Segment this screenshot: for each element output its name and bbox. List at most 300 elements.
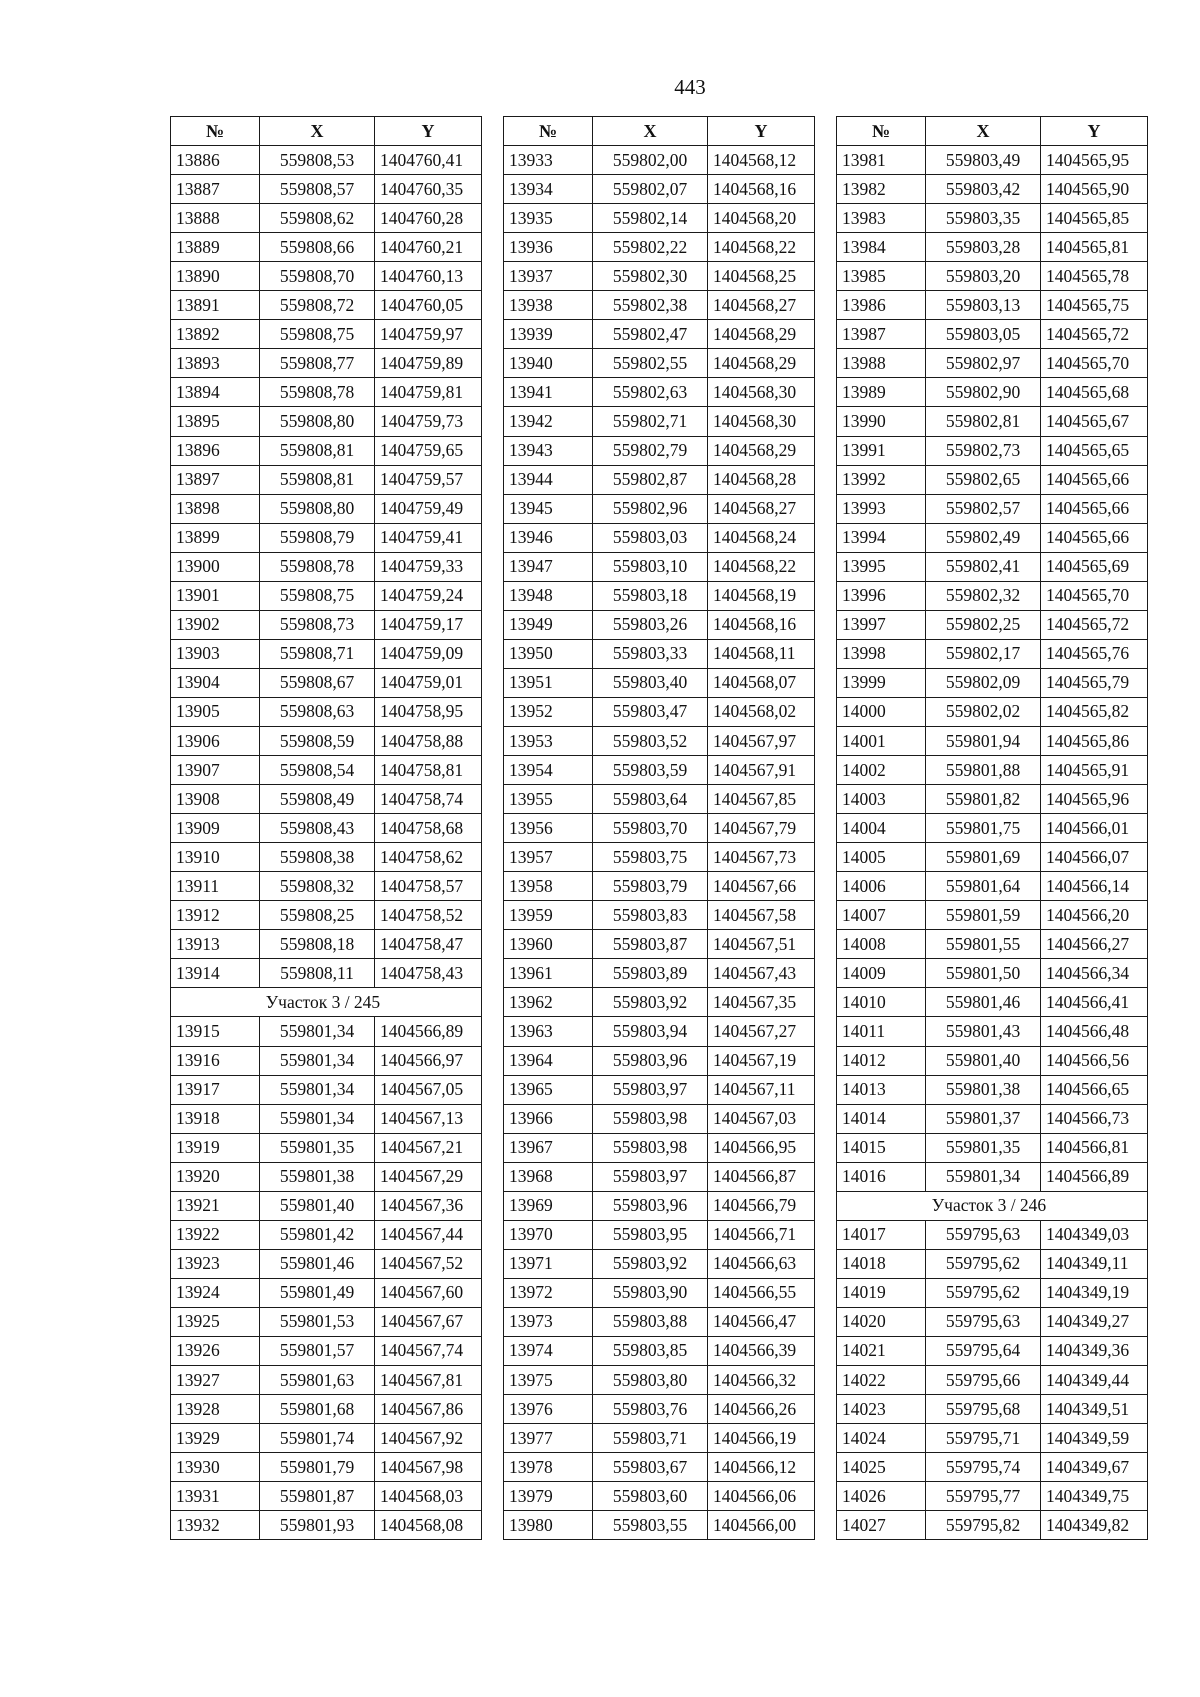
x-coordinate-cell: 559808,79 (260, 523, 375, 552)
y-coordinate-cell: 1404567,21 (375, 1133, 482, 1162)
table-row (171, 1278, 482, 1307)
y-coordinate-cell: 1404759,33 (375, 552, 482, 581)
x-coordinate-cell: 559801,46 (260, 1249, 375, 1278)
x-coordinate-cell: 559801,43 (926, 1017, 1041, 1046)
point-number-cell: 14006 (837, 872, 926, 901)
x-coordinate-cell: 559801,37 (926, 1104, 1041, 1133)
x-coordinate-cell: 559803,05 (926, 320, 1041, 349)
point-number-cell: 13959 (504, 901, 593, 930)
table-row (171, 1307, 482, 1336)
table-row (504, 523, 815, 552)
table-row (837, 378, 1148, 407)
x-coordinate-cell: 559801,74 (260, 1424, 375, 1453)
table-row (171, 523, 482, 552)
x-coordinate-cell: 559803,97 (593, 1075, 708, 1104)
point-number-cell: 14004 (837, 814, 926, 843)
table-row (837, 523, 1148, 552)
point-number-cell: 13964 (504, 1046, 593, 1075)
point-number-cell: 13952 (504, 697, 593, 726)
table-row (171, 872, 482, 901)
x-coordinate-cell: 559803,10 (593, 552, 708, 581)
y-coordinate-cell: 1404567,81 (375, 1366, 482, 1395)
point-number-cell: 13982 (837, 175, 926, 204)
table-row (837, 785, 1148, 814)
y-coordinate-cell: 1404566,63 (708, 1249, 815, 1278)
x-coordinate-cell: 559808,71 (260, 639, 375, 668)
point-number-cell: 13931 (171, 1482, 260, 1511)
point-number-cell: 13937 (504, 262, 593, 291)
table-row (837, 1133, 1148, 1162)
y-coordinate-cell: 1404566,19 (708, 1424, 815, 1453)
table-row (171, 349, 482, 378)
point-number-cell: 14020 (837, 1307, 926, 1336)
table-row (504, 1278, 815, 1307)
x-coordinate-cell: 559801,94 (926, 726, 1041, 755)
table-row (504, 901, 815, 930)
y-coordinate-cell: 1404566,34 (1041, 959, 1148, 988)
point-number-cell: 14019 (837, 1278, 926, 1307)
y-coordinate-cell: 1404760,05 (375, 291, 482, 320)
x-coordinate-cell: 559802,81 (926, 407, 1041, 436)
y-coordinate-cell: 1404566,73 (1041, 1104, 1148, 1133)
point-number-cell: 13960 (504, 930, 593, 959)
y-coordinate-cell: 1404568,27 (708, 494, 815, 523)
x-coordinate-cell: 559795,63 (926, 1220, 1041, 1249)
table-row (504, 668, 815, 697)
x-coordinate-cell: 559802,47 (593, 320, 708, 349)
header-x: X (593, 117, 708, 146)
x-coordinate-cell: 559803,28 (926, 233, 1041, 262)
point-number-cell: 13904 (171, 668, 260, 697)
table-row (837, 988, 1148, 1017)
header-y: Y (375, 117, 482, 146)
point-number-cell: 14001 (837, 726, 926, 755)
point-number-cell: 13994 (837, 523, 926, 552)
table-row (837, 726, 1148, 755)
table-row (837, 1278, 1148, 1307)
y-coordinate-cell: 1404566,00 (708, 1511, 815, 1540)
y-coordinate-cell: 1404567,03 (708, 1104, 815, 1133)
table-row (171, 1336, 482, 1365)
x-coordinate-cell: 559803,89 (593, 959, 708, 988)
y-coordinate-cell: 1404565,68 (1041, 378, 1148, 407)
table-row (171, 1424, 482, 1453)
page-number: 443 (674, 75, 706, 99)
y-coordinate-cell: 1404567,85 (708, 785, 815, 814)
table-row (171, 581, 482, 610)
y-coordinate-cell: 1404568,29 (708, 349, 815, 378)
x-coordinate-cell: 559802,97 (926, 349, 1041, 378)
x-coordinate-cell: 559808,67 (260, 668, 375, 697)
table-row (837, 1424, 1148, 1453)
point-number-cell: 13911 (171, 872, 260, 901)
x-coordinate-cell: 559803,49 (926, 146, 1041, 175)
table-row (171, 785, 482, 814)
point-number-cell: 14003 (837, 785, 926, 814)
point-number-cell: 14027 (837, 1511, 926, 1540)
point-number-cell: 13908 (171, 785, 260, 814)
x-coordinate-cell: 559801,75 (926, 814, 1041, 843)
point-number-cell: 13946 (504, 523, 593, 552)
table-row (171, 697, 482, 726)
table-row (171, 1046, 482, 1075)
point-number-cell: 13897 (171, 465, 260, 494)
y-coordinate-cell: 1404566,55 (708, 1278, 815, 1307)
table-row (837, 1104, 1148, 1133)
table-row (504, 349, 815, 378)
y-coordinate-cell: 1404566,01 (1041, 814, 1148, 843)
x-coordinate-cell: 559802,25 (926, 610, 1041, 639)
x-coordinate-cell: 559802,38 (593, 291, 708, 320)
point-number-cell: 13947 (504, 552, 593, 581)
table-row (504, 1017, 815, 1046)
x-coordinate-cell: 559803,96 (593, 1191, 708, 1220)
table-row (837, 349, 1148, 378)
table-row (837, 1249, 1148, 1278)
table-row (504, 1046, 815, 1075)
x-coordinate-cell: 559801,82 (926, 785, 1041, 814)
y-coordinate-cell: 1404567,91 (708, 756, 815, 785)
point-number-cell: 14013 (837, 1075, 926, 1104)
y-coordinate-cell: 1404349,67 (1041, 1453, 1148, 1482)
point-number-cell: 13906 (171, 726, 260, 755)
point-number-cell: 13951 (504, 668, 593, 697)
y-coordinate-cell: 1404565,75 (1041, 291, 1148, 320)
point-number-cell: 13972 (504, 1278, 593, 1307)
point-number-cell: 14015 (837, 1133, 926, 1162)
x-coordinate-cell: 559808,63 (260, 697, 375, 726)
x-coordinate-cell: 559795,68 (926, 1395, 1041, 1424)
table-row (837, 959, 1148, 988)
x-coordinate-cell: 559802,30 (593, 262, 708, 291)
table-row (504, 1366, 815, 1395)
point-number-cell: 14018 (837, 1249, 926, 1278)
y-coordinate-cell: 1404566,47 (708, 1307, 815, 1336)
header-x: X (926, 117, 1041, 146)
point-number-cell: 13957 (504, 843, 593, 872)
table-header-row (504, 117, 815, 146)
point-number-cell: 13930 (171, 1453, 260, 1482)
table-row (171, 320, 482, 349)
x-coordinate-cell: 559808,66 (260, 233, 375, 262)
table-row (504, 1104, 815, 1133)
x-coordinate-cell: 559802,41 (926, 552, 1041, 581)
point-number-cell: 13888 (171, 204, 260, 233)
y-coordinate-cell: 1404349,27 (1041, 1307, 1148, 1336)
point-number-cell: 13975 (504, 1366, 593, 1395)
point-number-cell: 14009 (837, 959, 926, 988)
y-coordinate-cell: 1404566,89 (1041, 1162, 1148, 1191)
point-number-cell: 14021 (837, 1336, 926, 1365)
table-row (504, 697, 815, 726)
x-coordinate-cell: 559801,64 (926, 872, 1041, 901)
x-coordinate-cell: 559808,18 (260, 930, 375, 959)
x-coordinate-cell: 559795,62 (926, 1249, 1041, 1278)
table-row (504, 814, 815, 843)
table-row (171, 407, 482, 436)
y-coordinate-cell: 1404759,97 (375, 320, 482, 349)
x-coordinate-cell: 559803,92 (593, 1249, 708, 1278)
point-number-cell: 13891 (171, 291, 260, 320)
point-number-cell: 13962 (504, 988, 593, 1017)
point-number-cell: 13987 (837, 320, 926, 349)
x-coordinate-cell: 559808,80 (260, 494, 375, 523)
x-coordinate-cell: 559802,71 (593, 407, 708, 436)
y-coordinate-cell: 1404758,88 (375, 726, 482, 755)
point-number-cell: 13890 (171, 262, 260, 291)
x-coordinate-cell: 559808,25 (260, 901, 375, 930)
x-coordinate-cell: 559801,34 (260, 1046, 375, 1075)
x-coordinate-cell: 559801,49 (260, 1278, 375, 1307)
point-number-cell: 14025 (837, 1453, 926, 1482)
point-number-cell: 13894 (171, 378, 260, 407)
table-row (504, 1511, 815, 1540)
table-row (171, 1249, 482, 1278)
y-coordinate-cell: 1404567,35 (708, 988, 815, 1017)
x-coordinate-cell: 559808,81 (260, 465, 375, 494)
y-coordinate-cell: 1404567,43 (708, 959, 815, 988)
point-number-cell: 13938 (504, 291, 593, 320)
x-coordinate-cell: 559802,00 (593, 146, 708, 175)
point-number-cell: 13971 (504, 1249, 593, 1278)
x-coordinate-cell: 559801,40 (260, 1191, 375, 1220)
x-coordinate-cell: 559808,70 (260, 262, 375, 291)
x-coordinate-cell: 559801,53 (260, 1307, 375, 1336)
table-row (171, 668, 482, 697)
point-number-cell: 13895 (171, 407, 260, 436)
y-coordinate-cell: 1404349,19 (1041, 1278, 1148, 1307)
y-coordinate-cell: 1404349,44 (1041, 1366, 1148, 1395)
y-coordinate-cell: 1404567,36 (375, 1191, 482, 1220)
coordinates-table-3 (836, 116, 1148, 1540)
table-row (837, 1366, 1148, 1395)
y-coordinate-cell: 1404568,12 (708, 146, 815, 175)
table-row (171, 494, 482, 523)
table-row (171, 1453, 482, 1482)
y-coordinate-cell: 1404567,79 (708, 814, 815, 843)
table-row (171, 378, 482, 407)
x-coordinate-cell: 559801,35 (260, 1133, 375, 1162)
x-coordinate-cell: 559802,65 (926, 465, 1041, 494)
table-row (504, 146, 815, 175)
y-coordinate-cell: 1404568,27 (708, 291, 815, 320)
x-coordinate-cell: 559801,79 (260, 1453, 375, 1482)
table-row (837, 1046, 1148, 1075)
point-number-cell: 13927 (171, 1366, 260, 1395)
y-coordinate-cell: 1404567,74 (375, 1336, 482, 1365)
x-coordinate-cell: 559795,64 (926, 1336, 1041, 1365)
table-row (837, 1307, 1148, 1336)
point-number-cell: 13916 (171, 1046, 260, 1075)
y-coordinate-cell: 1404565,66 (1041, 465, 1148, 494)
x-coordinate-cell: 559803,70 (593, 814, 708, 843)
y-coordinate-cell: 1404759,09 (375, 639, 482, 668)
table-row (171, 843, 482, 872)
point-number-cell: 13935 (504, 204, 593, 233)
y-coordinate-cell: 1404567,58 (708, 901, 815, 930)
x-coordinate-cell: 559801,38 (926, 1075, 1041, 1104)
x-coordinate-cell: 559801,68 (260, 1395, 375, 1424)
y-coordinate-cell: 1404567,19 (708, 1046, 815, 1075)
y-coordinate-cell: 1404565,66 (1041, 523, 1148, 552)
section-row (171, 988, 482, 1017)
table-row (171, 291, 482, 320)
point-number-cell: 13966 (504, 1104, 593, 1133)
y-coordinate-cell: 1404566,20 (1041, 901, 1148, 930)
x-coordinate-cell: 559801,59 (926, 901, 1041, 930)
x-coordinate-cell: 559801,34 (260, 1075, 375, 1104)
table-row (837, 204, 1148, 233)
x-coordinate-cell: 559801,88 (926, 756, 1041, 785)
y-coordinate-cell: 1404760,41 (375, 146, 482, 175)
point-number-cell: 13954 (504, 756, 593, 785)
y-coordinate-cell: 1404349,51 (1041, 1395, 1148, 1424)
point-number-cell: 13939 (504, 320, 593, 349)
x-coordinate-cell: 559803,96 (593, 1046, 708, 1075)
x-coordinate-cell: 559801,87 (260, 1482, 375, 1511)
table-row (504, 465, 815, 494)
y-coordinate-cell: 1404565,76 (1041, 639, 1148, 668)
table-row (171, 204, 482, 233)
x-coordinate-cell: 559801,57 (260, 1336, 375, 1365)
x-coordinate-cell: 559802,55 (593, 349, 708, 378)
point-number-cell: 14002 (837, 756, 926, 785)
x-coordinate-cell: 559802,22 (593, 233, 708, 262)
table-row (837, 1482, 1148, 1511)
y-coordinate-cell: 1404760,28 (375, 204, 482, 233)
y-coordinate-cell: 1404566,12 (708, 1453, 815, 1482)
table-row (504, 1191, 815, 1220)
point-number-cell: 14010 (837, 988, 926, 1017)
x-coordinate-cell: 559795,66 (926, 1366, 1041, 1395)
point-number-cell: 14000 (837, 697, 926, 726)
point-number-cell: 13934 (504, 175, 593, 204)
y-coordinate-cell: 1404566,89 (375, 1017, 482, 1046)
y-coordinate-cell: 1404758,68 (375, 814, 482, 843)
point-number-cell: 14011 (837, 1017, 926, 1046)
y-coordinate-cell: 1404566,14 (1041, 872, 1148, 901)
point-number-cell: 13977 (504, 1424, 593, 1453)
x-coordinate-cell: 559802,07 (593, 175, 708, 204)
x-coordinate-cell: 559802,90 (926, 378, 1041, 407)
x-coordinate-cell: 559803,79 (593, 872, 708, 901)
header-y: Y (708, 117, 815, 146)
x-coordinate-cell: 559808,80 (260, 407, 375, 436)
point-number-cell: 13920 (171, 1162, 260, 1191)
table-row (171, 436, 482, 465)
table-row (171, 814, 482, 843)
x-coordinate-cell: 559801,35 (926, 1133, 1041, 1162)
y-coordinate-cell: 1404565,72 (1041, 610, 1148, 639)
x-coordinate-cell: 559801,42 (260, 1220, 375, 1249)
y-coordinate-cell: 1404567,44 (375, 1220, 482, 1249)
table-row (171, 1482, 482, 1511)
point-number-cell: 13928 (171, 1395, 260, 1424)
coordinates-table-1 (170, 116, 482, 1540)
table-row (504, 581, 815, 610)
table-row (171, 639, 482, 668)
table-row (171, 930, 482, 959)
point-number-cell: 13950 (504, 639, 593, 668)
y-coordinate-cell: 1404568,22 (708, 233, 815, 262)
y-coordinate-cell: 1404566,79 (708, 1191, 815, 1220)
x-coordinate-cell: 559802,79 (593, 436, 708, 465)
y-coordinate-cell: 1404566,41 (1041, 988, 1148, 1017)
y-coordinate-cell: 1404349,59 (1041, 1424, 1148, 1453)
x-coordinate-cell: 559795,74 (926, 1453, 1041, 1482)
y-coordinate-cell: 1404568,28 (708, 465, 815, 494)
y-coordinate-cell: 1404565,72 (1041, 320, 1148, 349)
x-coordinate-cell: 559803,18 (593, 581, 708, 610)
y-coordinate-cell: 1404349,36 (1041, 1336, 1148, 1365)
x-coordinate-cell: 559803,80 (593, 1366, 708, 1395)
table-row (837, 552, 1148, 581)
table-row (837, 233, 1148, 262)
point-number-cell: 13992 (837, 465, 926, 494)
x-coordinate-cell: 559795,62 (926, 1278, 1041, 1307)
table-row (837, 436, 1148, 465)
table-row (171, 262, 482, 291)
point-number-cell: 13887 (171, 175, 260, 204)
y-coordinate-cell: 1404759,89 (375, 349, 482, 378)
y-coordinate-cell: 1404566,65 (1041, 1075, 1148, 1104)
point-number-cell: 13886 (171, 146, 260, 175)
y-coordinate-cell: 1404567,52 (375, 1249, 482, 1278)
point-number-cell: 13956 (504, 814, 593, 843)
point-number-cell: 13949 (504, 610, 593, 639)
y-coordinate-cell: 1404568,29 (708, 320, 815, 349)
table-row (837, 1511, 1148, 1540)
y-coordinate-cell: 1404568,29 (708, 436, 815, 465)
table-row (504, 291, 815, 320)
y-coordinate-cell: 1404567,29 (375, 1162, 482, 1191)
header-x: X (260, 117, 375, 146)
table-row (837, 872, 1148, 901)
x-coordinate-cell: 559803,67 (593, 1453, 708, 1482)
point-number-cell: 13979 (504, 1482, 593, 1511)
table-row (171, 901, 482, 930)
x-coordinate-cell: 559803,42 (926, 175, 1041, 204)
table-row (504, 1482, 815, 1511)
point-number-cell: 13983 (837, 204, 926, 233)
point-number-cell: 13901 (171, 581, 260, 610)
y-coordinate-cell: 1404758,81 (375, 756, 482, 785)
table-row (837, 843, 1148, 872)
y-coordinate-cell: 1404565,65 (1041, 436, 1148, 465)
y-coordinate-cell: 1404567,05 (375, 1075, 482, 1104)
x-coordinate-cell: 559803,13 (926, 291, 1041, 320)
table-row (504, 204, 815, 233)
point-number-cell: 13922 (171, 1220, 260, 1249)
point-number-cell: 13905 (171, 697, 260, 726)
table-row (837, 930, 1148, 959)
point-number-cell: 14005 (837, 843, 926, 872)
x-coordinate-cell: 559808,53 (260, 146, 375, 175)
point-number-cell: 13981 (837, 146, 926, 175)
point-number-cell: 13945 (504, 494, 593, 523)
table-row (504, 1395, 815, 1424)
table-row (504, 1249, 815, 1278)
y-coordinate-cell: 1404567,98 (375, 1453, 482, 1482)
y-coordinate-cell: 1404567,73 (708, 843, 815, 872)
point-number-cell: 14022 (837, 1366, 926, 1395)
y-coordinate-cell: 1404349,82 (1041, 1511, 1148, 1540)
point-number-cell: 13932 (171, 1511, 260, 1540)
y-coordinate-cell: 1404566,56 (1041, 1046, 1148, 1075)
x-coordinate-cell: 559803,40 (593, 668, 708, 697)
x-coordinate-cell: 559808,78 (260, 552, 375, 581)
x-coordinate-cell: 559808,11 (260, 959, 375, 988)
